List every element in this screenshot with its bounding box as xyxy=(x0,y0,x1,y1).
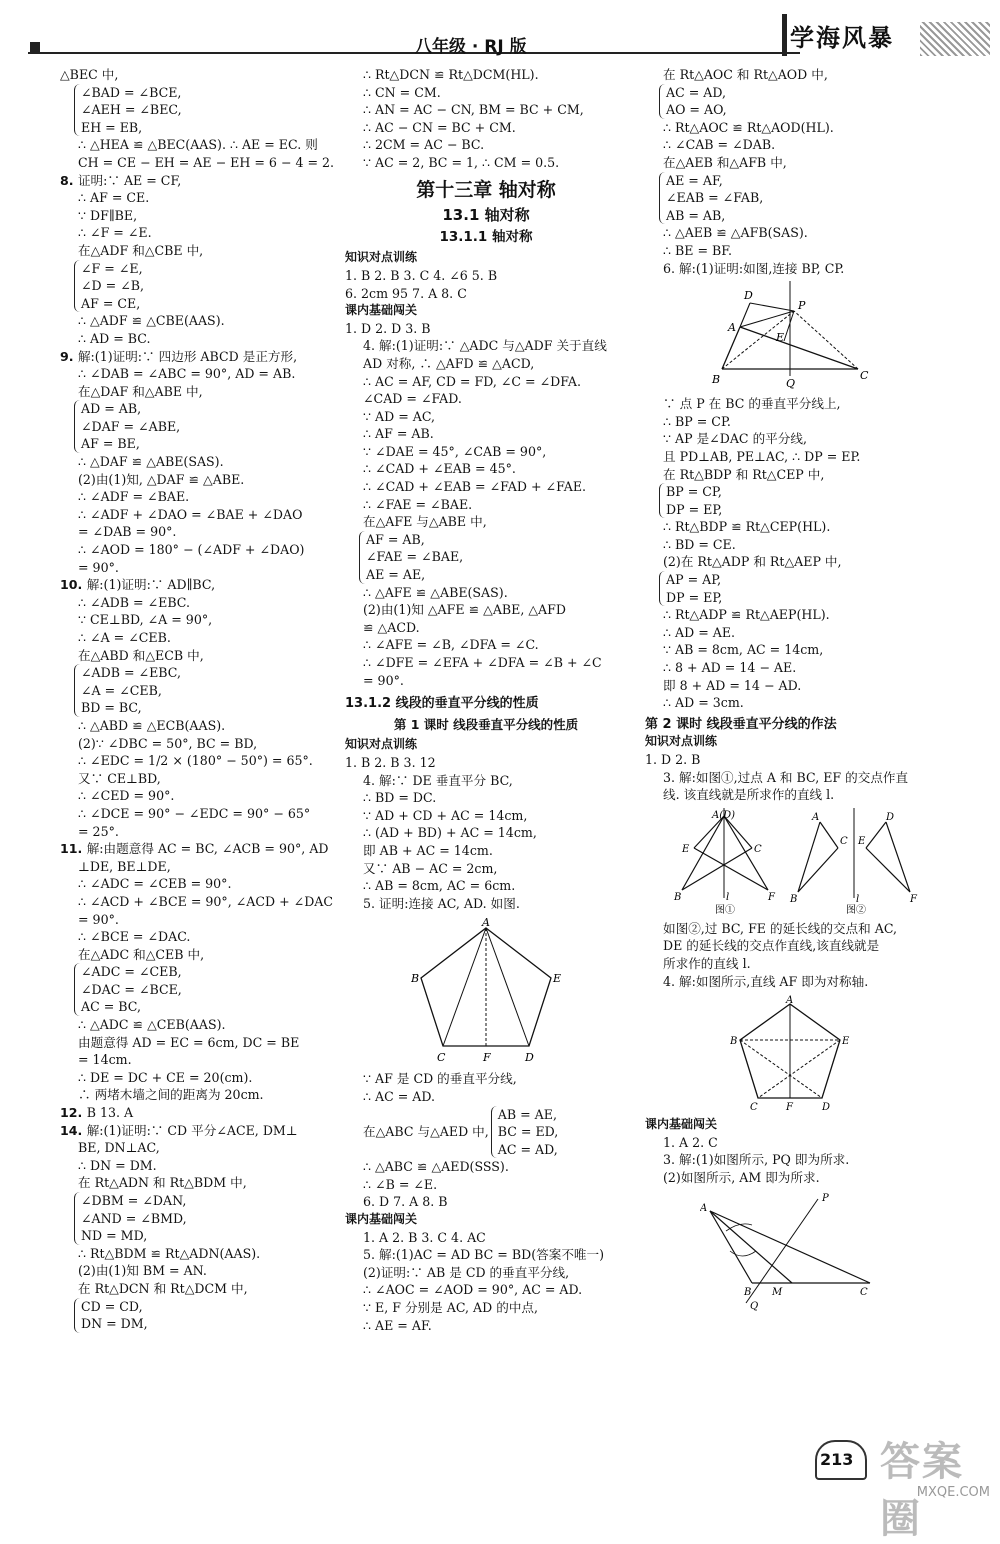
header-bar xyxy=(782,14,787,56)
exercise-heading: 知识对点训练 xyxy=(345,737,418,752)
question-line: 8. 证明:∵ AE = CF, xyxy=(60,172,182,188)
subsection-title: 13.1.2 线段的垂直平分线的性质 xyxy=(345,696,539,712)
text-line: ∴ AE = AF. xyxy=(363,1317,432,1333)
text-line: AO = AO, xyxy=(666,102,727,118)
text-line: DE 的延长线的交点作直线,该直线就是 xyxy=(663,938,880,954)
svg-text:F: F xyxy=(483,1051,491,1065)
text-line: 在 Rt△AOC 和 Rt△AOD 中, xyxy=(663,67,828,82)
question-number: 10. xyxy=(60,577,87,593)
text-line: ∵ AC = 2, BC = 1, ∴ CM = 0.5. xyxy=(363,154,560,170)
text-line: ≌ △ACD. xyxy=(363,619,420,635)
text-line: ∴ ∠A = ∠CEB. xyxy=(78,630,171,645)
text-line: ∴ AB = 8cm, AC = 6cm. xyxy=(363,878,516,894)
answer-line: 1. B 2. B 3. C 4. ∠6 5. B xyxy=(345,267,498,283)
text-line: 4. 解:∵ DE 垂直平分 BC, xyxy=(363,772,513,788)
svg-text:E: E xyxy=(842,1036,850,1048)
column-3 xyxy=(645,66,935,1315)
text-line: ∴ BP = CP. xyxy=(663,413,731,429)
svg-text:A: A xyxy=(786,995,794,1007)
text-line: AC = BC, xyxy=(81,999,141,1015)
text-line: ∠DAC = ∠BCE, xyxy=(81,981,182,997)
text-line: AF = AB, xyxy=(366,531,425,547)
page-number: 213 xyxy=(820,1450,854,1469)
subsection-title: 13.1.1 轴对称 xyxy=(439,228,533,245)
text-line: EH = EB, xyxy=(81,119,143,135)
text-line: ∴ ∠F = ∠E. xyxy=(78,225,152,241)
text-line: ∴ ∠DCE = 90° − ∠EDC = 90° − 65° xyxy=(78,805,311,821)
text-line: BP = CP, xyxy=(666,484,722,500)
svg-text:B: B xyxy=(790,893,798,905)
svg-text:Q: Q xyxy=(750,1300,759,1311)
grade-label: 八年级 · RJ 版 xyxy=(415,37,527,57)
text-line: ∴ Rt△BDM ≌ Rt△ADN(AAS). xyxy=(78,1245,261,1261)
text-line: AE = AF, xyxy=(666,172,723,188)
text-line: ∴ 两堵木墙之间的距离为 20cm. xyxy=(78,1087,264,1103)
text-line: AP = AP, xyxy=(666,572,722,588)
text-line: ∴ ∠DAB = ∠ABC = 90°, AD = AB. xyxy=(78,366,296,382)
text-line: ∴ BD = CE. xyxy=(663,536,736,552)
text-line: = 14cm. xyxy=(78,1052,132,1068)
text-line: AE = AE, xyxy=(366,567,426,583)
pentagon-figure-4 xyxy=(730,994,850,1112)
text-line: ∴ CN = CM. xyxy=(363,84,441,100)
answer-line: 1. D 2. D 3. B xyxy=(345,320,431,336)
text-line: ∴ ∠AFE = ∠B, ∠DFA = ∠C. xyxy=(363,637,539,653)
condition-brace xyxy=(74,84,328,137)
text-line: 即 8 + AD = 14 − AD. xyxy=(663,677,802,693)
page-header xyxy=(0,0,1000,60)
condition-brace xyxy=(74,400,328,453)
text-line: ∴ ∠CAD + ∠EAB = ∠FAD + ∠FAE. xyxy=(363,479,587,495)
text-line: 5. 解:(1)AC = AD BC = BD(答案不唯一) xyxy=(363,1247,605,1263)
text-line: ∴ AD = 3cm. xyxy=(663,695,744,711)
text-line: ∴ AC = AF, CD = FD, ∠C = ∠DFA. xyxy=(363,373,582,389)
svg-text:P: P xyxy=(798,299,806,313)
svg-text:A: A xyxy=(700,1202,708,1214)
statement-prefix: 在△ABC 与△AED 中, xyxy=(363,1124,489,1140)
text-line: ∵ CE⊥BD, ∠A = 90°, xyxy=(78,612,213,628)
text-line: ∵ 点 P 在 BC 的垂直平分线上, xyxy=(663,396,841,412)
svg-text:C: C xyxy=(840,835,848,847)
text-line: ∴ ∠AOC = ∠AOD = 90°, AC = AD. xyxy=(363,1282,583,1298)
text-line: ∠ADC = ∠CEB, xyxy=(81,964,182,980)
text-line: ∴ 2CM = AC − BC. xyxy=(363,137,485,153)
text-line: DP = EP, xyxy=(666,589,723,605)
condition-brace xyxy=(74,664,328,717)
text-line: (2)由(1)知, △DAF ≌ △ABE. xyxy=(78,471,245,487)
text-line: ∴ AF = CE. xyxy=(78,190,150,206)
question-number: 14. xyxy=(60,1122,87,1138)
svg-text:F: F xyxy=(910,893,917,905)
text-line: 3. 解:如图①,过点 A 和 BC, EF 的交点作直 xyxy=(663,769,909,785)
question-number: 11. xyxy=(60,841,87,857)
text-line: = 25°. xyxy=(78,823,119,839)
text-line: 即 AB + AC = 14cm. xyxy=(363,842,493,858)
exercise-heading: 课内基础闯关 xyxy=(345,303,418,318)
text-line: BE, DN⊥AC, xyxy=(78,1140,160,1156)
text-line: ∴ △ADF ≌ △CBE(AAS). xyxy=(78,313,225,329)
text-line: 在△ADF 和△CBE 中, xyxy=(78,242,204,258)
svg-text:A: A xyxy=(812,811,820,823)
text-line: ∵ AD = AC, xyxy=(363,408,436,424)
header-square xyxy=(30,42,40,52)
text-line: DP = EP, xyxy=(666,501,723,517)
text-line: ∴ △ADC ≌ △CEB(AAS). xyxy=(78,1017,226,1033)
text-line: AB = AB, xyxy=(666,207,726,223)
condition-brace xyxy=(74,1298,328,1333)
text-line: AC = AD, xyxy=(666,84,727,100)
text-line: 且 PD⊥AB, PE⊥AC, ∴ DP = EP. xyxy=(663,448,861,464)
text-line: ∠D = ∠B, xyxy=(81,278,145,294)
svg-text:F: F xyxy=(768,891,775,903)
exercise-heading: 课内基础闯关 xyxy=(345,1212,418,1227)
exercise-heading: 课内基础闯关 xyxy=(645,1117,718,1132)
svg-text:B: B xyxy=(730,1036,738,1048)
svg-text:B: B xyxy=(411,972,420,986)
text-line: 在△AFE 与△ABE 中, xyxy=(363,514,487,530)
condition-brace xyxy=(359,531,627,584)
text-line: = ∠DAB = 90°. xyxy=(78,524,177,540)
text-line: CH = CE − EH = AE − EH = 6 − 4 = 2. xyxy=(78,154,335,170)
condition-brace xyxy=(659,571,935,606)
text-line: 在△ABD 和△ECB 中, xyxy=(78,647,204,663)
question-line: 12. B 13. A xyxy=(60,1105,134,1121)
figure-caption: 图① xyxy=(715,904,735,916)
text-line: = 90°. xyxy=(363,672,404,688)
text-line: ∵ AP 是∠DAC 的平分线, xyxy=(663,431,807,447)
text-line: ∵ AD + CD + AC = 14cm, xyxy=(363,807,528,823)
brand-logo: 学海风暴 xyxy=(790,24,894,52)
lesson-title: 第 2 课时 线段垂直平分线的作法 xyxy=(645,716,837,732)
triangle-figure-6 xyxy=(710,281,870,391)
svg-text:P: P xyxy=(822,1192,829,1204)
column-2 xyxy=(345,66,627,1334)
text-line: 如图②,过 BC, FE 的延长线的交点和 AC, xyxy=(663,920,898,936)
svg-text:l: l xyxy=(726,891,730,903)
text-line: (2)如图所示, AM 即为所求. xyxy=(663,1169,820,1185)
answer-line: 6. 2cm 95 7. A 8. C xyxy=(345,285,467,301)
figure-caption: 图② xyxy=(846,904,866,916)
text-line: ∴ ∠ADC = ∠CEB = 90°. xyxy=(78,876,232,892)
question-line: 11. 解:由题意得 AC = BC, ∠ACB = 90°, AD xyxy=(60,841,329,857)
text-line: ∠EAB = ∠FAB, xyxy=(666,190,764,206)
text-line: AB = AE, xyxy=(497,1106,557,1122)
condition-brace xyxy=(659,172,935,225)
text-line: AF = BE, xyxy=(81,436,140,452)
text-line: AF = CE, xyxy=(81,295,141,311)
svg-text:B: B xyxy=(712,373,721,387)
text-line: ∴ ∠ACD + ∠BCE = 90°, ∠ACD + ∠DAC xyxy=(78,893,334,909)
text-line: ∴ ∠BCE = ∠DAC. xyxy=(78,929,191,945)
condition-brace xyxy=(74,260,328,313)
svg-text:Q: Q xyxy=(786,377,796,391)
condition-brace xyxy=(74,963,328,1016)
svg-text:D: D xyxy=(744,289,753,303)
text-line: 所求作的直线 l. xyxy=(663,955,751,971)
text-line: 1. A 2. B 3. C 4. AC xyxy=(363,1229,486,1245)
text-line: ∠F = ∠E, xyxy=(81,260,143,276)
svg-text:C: C xyxy=(860,1286,868,1298)
text-line: ∴ ∠CED = 90°. xyxy=(78,788,175,804)
text-line: AD 对称, ∴ △AFD ≌ △ACD, xyxy=(363,355,535,371)
text-line: 线. 该直线就是所求作的直线 l. xyxy=(663,787,835,803)
svg-text:A(D): A(D) xyxy=(712,809,736,821)
text-line: ∴ ∠DFE = ∠EFA + ∠DFA = ∠B + ∠C xyxy=(363,655,602,670)
text-line: 在 Rt△DCN 和 Rt△DCM 中, xyxy=(78,1280,248,1296)
text-line: AC = AD, xyxy=(497,1141,558,1157)
answer-line: 1. D 2. B xyxy=(645,752,701,767)
text-line: ∴ ∠FAE = ∠BAE. xyxy=(363,496,473,512)
svg-text:D: D xyxy=(525,1051,534,1065)
chapter-title: 第十三章 轴对称 xyxy=(416,178,556,201)
text-line: ∴ △ABC ≌ △AED(SSS). xyxy=(363,1159,509,1175)
svg-text:A: A xyxy=(728,321,736,335)
text-line: ∠AEH = ∠BEC, xyxy=(81,102,182,118)
text-line: 6. D 7. A 8. B xyxy=(363,1194,448,1210)
text-line: (2)在 Rt△ADP 和 Rt△AEP 中, xyxy=(663,554,842,570)
svg-text:E: E xyxy=(682,843,690,855)
text-line: 在△DAF 和△ABE 中, xyxy=(78,383,203,399)
text-line: ∵ ∠DAE = 45°, ∠CAB = 90°, xyxy=(363,443,547,459)
question-line: 14. 解:(1)证明:∵ CD 平分∠ACE, DM⊥ xyxy=(60,1122,298,1138)
svg-text:F: F xyxy=(786,1102,793,1113)
question-number: 8. xyxy=(60,172,78,188)
text-line: BC = ED, xyxy=(497,1124,559,1140)
text-line: 在△AEB 和△AFB 中, xyxy=(663,154,787,170)
text-line: 在 Rt△BDP 和 Rt△CEP 中, xyxy=(663,466,825,482)
exercise-heading: 知识对点训练 xyxy=(645,734,718,749)
svg-text:C: C xyxy=(750,1102,758,1113)
text-line: ∠A = ∠CEB, xyxy=(81,682,162,698)
text-line: ∴ AF = AB. xyxy=(363,426,434,442)
text-line: ∴ BD = DC. xyxy=(363,790,437,806)
text-line: = 90°. xyxy=(78,911,119,927)
svg-text:E: E xyxy=(858,835,866,847)
text-line: ∴ ∠ADB = ∠EBC. xyxy=(78,594,190,610)
text-line: ∴ ∠B = ∠E. xyxy=(363,1176,438,1192)
text-line: 又∵ CE⊥BD, xyxy=(78,770,161,786)
svg-text:B: B xyxy=(674,891,682,903)
text-line: ∴ △ABD ≌ △ECB(AAS). xyxy=(78,717,226,733)
text-line: ∴ Rt△DCN ≌ Rt△DCM(HL). xyxy=(363,67,539,82)
text-line: ∴ AD = AE. xyxy=(663,624,736,640)
text-line: ∵ E, F 分别是 AC, AD 的中点, xyxy=(363,1300,539,1316)
text-line: 4. 解:(1)证明:∵ △ADC 与△ADF 关于直线 xyxy=(363,338,607,354)
condition-brace xyxy=(659,84,935,119)
svg-text:l: l xyxy=(856,893,860,905)
text-line: (2)证明:∵ AB 是 CD 的垂直平分线, xyxy=(363,1264,570,1280)
answer-line: 1. B 2. B 3. 12 xyxy=(345,754,436,770)
text-line: (2)由(1)知 BM = AN. xyxy=(78,1263,207,1279)
column-1 xyxy=(60,66,335,1333)
question-line: 10. 解:(1)证明:∵ AD∥BC, xyxy=(60,577,216,593)
text-line: ∴ DE = DC + CE = 20(cm). xyxy=(78,1069,253,1085)
text-line: ∴ △HEA ≌ △BEC(AAS). ∴ AE = EC. 则 xyxy=(78,137,318,153)
svg-text:C: C xyxy=(860,369,869,383)
svg-text:B: B xyxy=(744,1286,752,1298)
text-line: ∠AND = ∠BMD, xyxy=(81,1210,187,1226)
text-line: DN = DM, xyxy=(81,1316,148,1332)
construction-figure-7 xyxy=(700,1191,880,1311)
text-line: ∴ Rt△BDP ≌ Rt△CEP(HL). xyxy=(663,519,831,535)
text-line: ∴ AC − CN = BC + CM. xyxy=(363,119,516,135)
question-line: 9. 解:(1)证明:∵ 四边形 ABCD 是正方形, xyxy=(60,348,298,364)
text-line: ∴ Rt△ADP ≌ Rt△AEP(HL). xyxy=(663,607,830,623)
text-line: (2)∵ ∠DBC = 50°, BC = BD, xyxy=(78,735,258,751)
header-pattern xyxy=(920,22,990,56)
text-line: ∴ ∠EDC = 1/2 × (180° − 50°) = 65°. xyxy=(78,753,313,769)
text-line: ∠CAD = ∠FAD. xyxy=(363,391,462,407)
header-rule xyxy=(28,52,800,54)
svg-text:D: D xyxy=(822,1102,831,1113)
text-line: ∴ (AD + BD) + AC = 14cm, xyxy=(363,825,537,841)
text-line: BD = BC, xyxy=(81,700,142,716)
question-number: 9. xyxy=(60,348,78,364)
text-line: ∴ △AEB ≌ △AFB(SAS). xyxy=(663,225,808,241)
svg-text:C: C xyxy=(754,843,762,855)
text-line: ∠ADB = ∠EBC, xyxy=(81,665,181,681)
text-line: ∵ AB = 8cm, AC = 14cm, xyxy=(663,642,824,658)
svg-text:C: C xyxy=(437,1051,446,1065)
text-line: 1. A 2. C xyxy=(663,1134,718,1150)
text-line: 在 Rt△ADN 和 Rt△BDM 中, xyxy=(78,1175,247,1191)
text-line: ∴ ∠CAB = ∠DAB. xyxy=(663,137,776,153)
lesson-title: 第 1 课时 线段垂直平分线的性质 xyxy=(393,716,579,732)
text-line: ∴ AD = BC. xyxy=(78,330,151,346)
text-line: ∵ DF∥BE, xyxy=(78,207,138,223)
condition-brace xyxy=(659,483,935,518)
text-line: ∴ 8 + AD = 14 − AE. xyxy=(663,660,797,676)
text-line: ∠FAE = ∠BAE, xyxy=(366,549,464,565)
text-line: ∴ ∠CAD + ∠EAB = 45°. xyxy=(363,461,516,477)
text-line: ∴ △AFE ≌ △ABE(SAS). xyxy=(363,584,508,600)
text-line: ∴ ∠ADF = ∠BAE. xyxy=(78,489,190,505)
section-title: 13.1 轴对称 xyxy=(442,206,530,225)
text-line: ∴ ∠AOD = 180° − (∠ADF + ∠DAO) xyxy=(78,542,305,558)
text-line: ∠DAF = ∠ABE, xyxy=(81,418,181,434)
text-line: ∠BAD = ∠BCE, xyxy=(81,84,182,100)
text-line: AD = AB, xyxy=(81,401,142,417)
text-line: = 90°. xyxy=(78,559,119,575)
text-line: ∴ △DAF ≌ △ABE(SAS). xyxy=(78,454,224,470)
text-line: 3. 解:(1)如图所示, PQ 即为所求. xyxy=(663,1152,850,1168)
text-line: ∴ ∠ADF + ∠DAO = ∠BAE + ∠DAO xyxy=(78,506,303,522)
watermark-url: MXQE.COM xyxy=(916,1485,990,1500)
text-line: 5. 证明:连接 AC, AD. 如图. xyxy=(363,895,520,911)
svg-text:E: E xyxy=(776,331,785,345)
text-line: 6. 解:(1)证明:如图,连接 BP, CP. xyxy=(663,260,845,276)
text-line: ∴ AN = AC − CN, BM = BC + CM, xyxy=(363,102,584,118)
text-line: ∵ AF 是 CD 的垂直平分线, xyxy=(363,1071,517,1087)
question-number: 12. xyxy=(60,1105,87,1121)
text-line: 4. 解:如图所示,直线 AF 即为对称轴. xyxy=(663,973,869,989)
pentagon-figure xyxy=(411,916,561,1066)
text-line: ⊥DE, BE⊥DE, xyxy=(78,858,171,874)
text-line: CD = CD, xyxy=(81,1298,143,1314)
svg-text:E: E xyxy=(553,972,561,986)
svg-text:M: M xyxy=(772,1286,783,1298)
text-line: 又∵ AB − AC = 2cm, xyxy=(363,860,498,876)
text-line: ∴ BE = BF. xyxy=(663,242,733,258)
text-line: ∠DBM = ∠DAN, xyxy=(81,1193,187,1208)
svg-text:A: A xyxy=(482,916,490,930)
text-line: △BEC 中, xyxy=(60,67,119,82)
text-line: 由题意得 AD = EC = 6cm, DC = BE xyxy=(78,1034,300,1050)
svg-text:D: D xyxy=(886,811,895,823)
condition-brace xyxy=(74,1192,328,1245)
watermark-logo: 答案圈 xyxy=(880,1439,964,1542)
exercise-heading: 知识对点训练 xyxy=(345,250,418,265)
text-line: ∴ AC = AD. xyxy=(363,1088,436,1104)
text-line: ND = MD, xyxy=(81,1228,148,1244)
condition-brace xyxy=(491,1106,559,1159)
text-line: (2)由(1)知 △AFE ≌ △ABE, △AFD xyxy=(363,602,566,618)
text-line: 在△ADC 和△CEB 中, xyxy=(78,946,205,962)
text-line: ∴ Rt△AOC ≌ Rt△AOD(HL). xyxy=(663,119,834,135)
construction-figures-3 xyxy=(660,808,920,916)
text-line: ∴ DN = DM. xyxy=(78,1157,157,1173)
